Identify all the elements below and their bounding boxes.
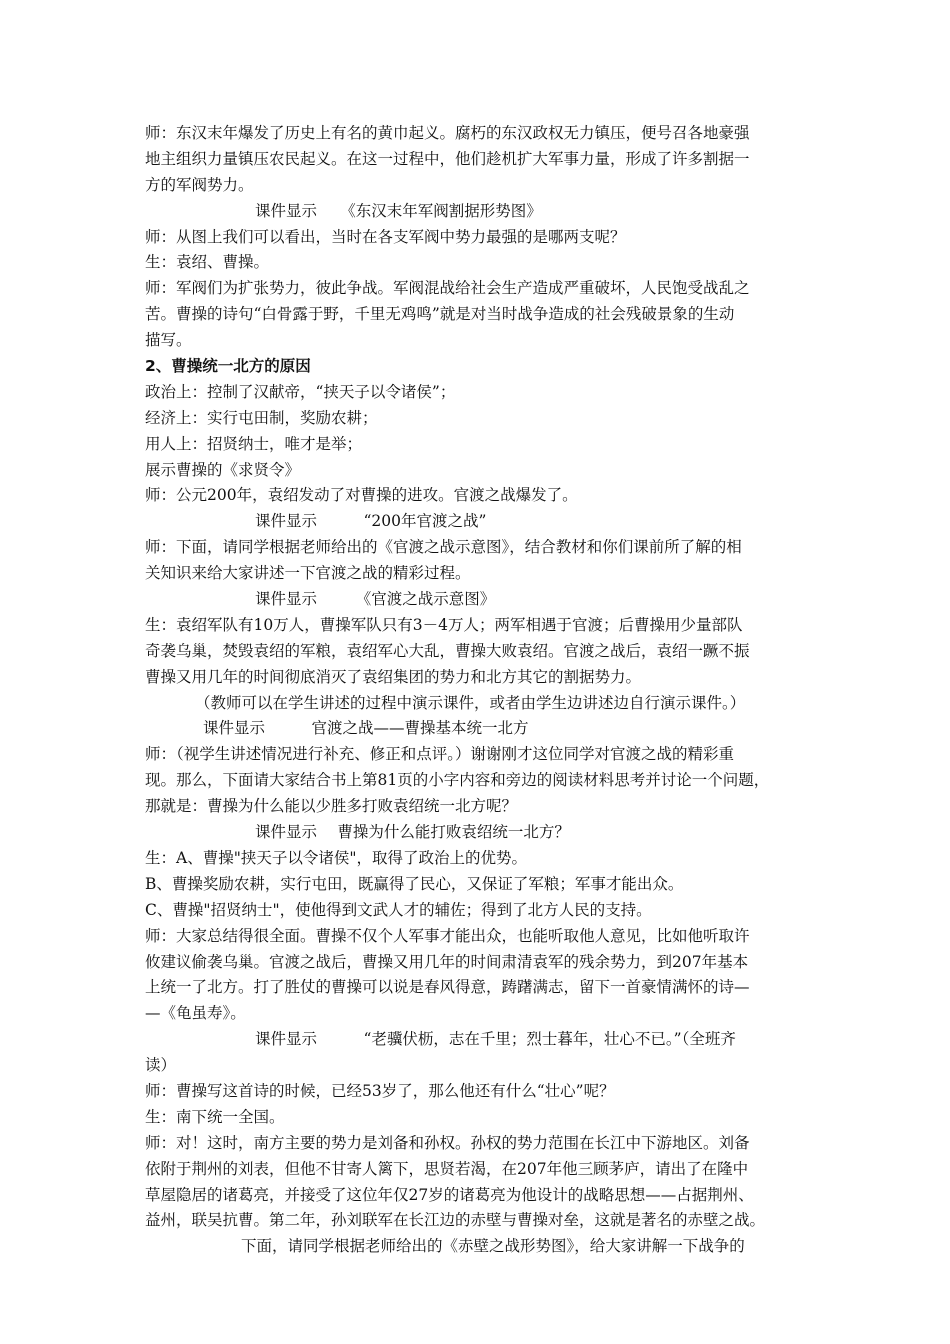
paragraph-line: 师：公元200年，袁绍发动了对曹操的进攻。官渡之战爆发了。 <box>145 486 578 505</box>
paragraph-line: 师：东汉末年爆发了历史上有名的黄巾起义。腐朽的东汉政权无力镇压，便号召各地豪强 <box>145 124 750 142</box>
courseware-display-line: 课件显示 《官渡之战示意图》 <box>255 590 496 609</box>
section-heading: 2、曹操统一北方的原因 <box>145 357 311 376</box>
paragraph-line: 师：大家总结得很全面。曹操不仅个人军事才能出众，也能听取他人意见，比如他听取许 <box>145 926 750 945</box>
paragraph-line: 地主组织力量镇压农民起义。在这一过程中，他们趁机扩大军事力量，形成了许多割据一 <box>145 149 750 168</box>
paragraph-line: 生：袁绍、曹操。 <box>145 253 270 272</box>
paragraph-line: B、曹操奖励农耕，实行屯田，既赢得了民心，又保证了军粮；军事才能出众。 <box>145 874 684 893</box>
paragraph-line: 师：对！这时，南方主要的势力是刘备和孙权。孙权的势力范围在长江中下游地区。刘备 <box>145 1133 750 1152</box>
paragraph-line: 生：南下统一全国。 <box>145 1107 285 1126</box>
teacher-note-line: （教师可以在学生讲述的过程中演示课件，或者由学生边讲述边自行演示课件。） <box>195 693 746 712</box>
paragraph-line: 展示曹操的《求贤令》 <box>145 460 301 479</box>
paragraph-line: 益州，联吴抗曹。第二年，孙刘联军在长江边的赤壁与曹操对垒，这就是著名的赤壁之战。 <box>145 1211 766 1230</box>
document-page <box>145 121 815 1260</box>
paragraph-line: 依附于荆州的刘表，但他不甘寄人篱下，思贤若渴，在207年他三顾茅庐，请出了在隆中 <box>145 1159 749 1178</box>
paragraph-line: 师：曹操写这首诗的时候，已经53岁了，那么他还有什么“壮心”呢？ <box>145 1081 615 1100</box>
paragraph-line: 师：军阀们为扩张势力，彼此争战。军阀混战给社会生产造成严重破坏，人民饱受战乱之 <box>145 279 750 298</box>
courseware-display-line: 课件显示 “老骥伏枥，志在千里；烈士暮年，壮心不已。”（全班齐 <box>255 1030 736 1049</box>
paragraph-line: 上统一了北方。打了胜仗的曹操可以说是春风得意，踌躇满志，留下一首豪情满怀的诗— <box>145 978 750 997</box>
paragraph-line: 读） <box>145 1056 177 1075</box>
paragraph-line: 政治上：控制了汉献帝，“挟天子以令诸侯”； <box>145 382 456 401</box>
paragraph-line: 关知识来给大家讲述一下官渡之战的精彩过程。 <box>145 564 471 583</box>
paragraph-line: 经济上：实行屯田制，奖励农耕； <box>145 408 378 427</box>
paragraph-line: 曹操又用几年的时间彻底消灭了袁绍集团的势力和北方其它的割据势力。 <box>145 667 642 686</box>
paragraph-line: 生：A、曹操"挟天子以令诸侯"，取得了政治上的优势。 <box>145 848 527 867</box>
paragraph-line: 苦。曹操的诗句“白骨露于野，千里无鸡鸣”就是对当时战争造成的社会残破景象的生动 <box>145 305 735 324</box>
paragraph-line: 生：袁绍军队有10万人，曹操军队只有3－4万人；两军相遇于官渡；后曹操用少量部队 <box>145 615 743 634</box>
paragraph-line: 那就是：曹操为什么能以少胜多打败袁绍统一北方呢？ <box>145 797 518 816</box>
paragraph-line: 方的军阀势力。 <box>145 175 254 194</box>
paragraph-line: 草屋隐居的诸葛亮，并接受了这位年仅27岁的诸葛亮为他设计的战略思想——占据荆州、 <box>145 1185 754 1204</box>
courseware-display-line: 课件显示 《东汉末年军阀割据形势图》 <box>255 201 542 220</box>
paragraph-line: 描写。 <box>145 331 192 350</box>
paragraph-line: 现。那么，下面请大家结合书上第81页的小字内容和旁边的阅读材料思考并讨论一个问题， <box>145 771 770 790</box>
courseware-display-line: 课件显示 官渡之战——曹操基本统一北方 <box>203 719 529 738</box>
paragraph-line: C、曹操"招贤纳士"，使他得到文武人才的辅佐；得到了北方人民的支持。 <box>145 900 652 919</box>
paragraph-line: 师：从图上我们可以看出，当时在各支军阀中势力最强的是哪两支呢？ <box>145 227 626 246</box>
courseware-display-line: 课件显示 “200年官渡之战” <box>255 512 487 531</box>
paragraph-line: 下面，请同学根据老师给出的《赤壁之战形势图》，给大家讲解一下战争的 <box>241 1237 745 1256</box>
paragraph-line: 师：（视学生讲述情况进行补充、修正和点评。）谢谢刚才这位同学对官渡之战的精彩重 <box>145 745 735 764</box>
paragraph-line: 师：下面，请同学根据老师给出的《官渡之战示意图》，结合教材和你们课前所了解的相 <box>145 538 742 557</box>
paragraph-line: —《龟虽寿》。 <box>145 1004 246 1023</box>
paragraph-line: 攸建议偷袭乌巢。官渡之战后，曹操又用几年的时间肃清袁军的残余势力，到207年基本 <box>145 952 749 971</box>
paragraph-line: 奇袭乌巢，焚毁袁绍的军粮，袁绍军心大乱，曹操大败袁绍。官渡之战后，袁绍一蹶不振 <box>145 641 750 660</box>
paragraph-line: 用人上：招贤纳士，唯才是举； <box>145 434 363 453</box>
courseware-display-line: 课件显示 曹操为什么能打败袁绍统一北方？ <box>255 823 570 842</box>
